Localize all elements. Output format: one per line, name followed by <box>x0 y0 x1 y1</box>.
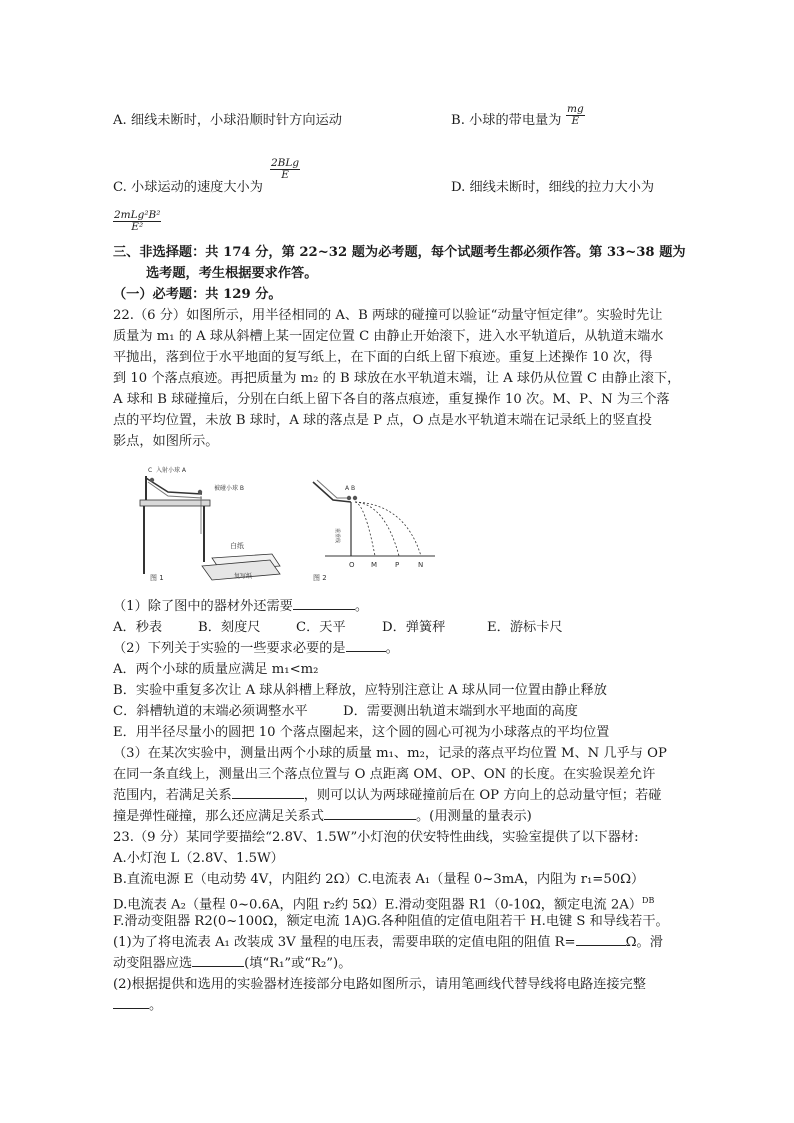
fig1-paper-white: 白纸 <box>230 542 244 550</box>
fig2-caption: 图 2 <box>313 574 327 582</box>
section-sub: （一）必考题：共 129 分。 <box>113 287 282 302</box>
ball-a <box>150 478 154 482</box>
q22-line-5: A 球和 B 球碰撞后，分别在白纸上留下各自的落点痕迹，重复操作 10 次。M、P、N 为三个落 <box>113 392 670 407</box>
section-heading: 三、非选择题：共 174 分，第 22~32 题为必考题，每个试题考生都必须作答。第 33~38 题为 <box>113 245 686 260</box>
q23-q2-end: 。 <box>149 998 163 1013</box>
option-d-numerator: 2mLg²B² <box>114 209 161 221</box>
fig2-point-m: M <box>371 561 378 569</box>
section-heading-cont: 选考题，考生根据要求作答。 <box>146 266 318 281</box>
option-a: A. 细线未断时，小球沿顺时针方向运动 <box>113 113 342 128</box>
q23-q1-text4: (填“R₁”或“R₂”)。 <box>244 956 352 971</box>
option-c: C. 小球运动的速度大小为 <box>113 180 263 195</box>
q23-q2-blank[interactable] <box>113 1008 149 1009</box>
option-c-denominator: E <box>281 169 289 181</box>
q22-sub2-e: E．用半径尽量小的圆把 10 个落点圈起来，这个圆的圆心可视为小球落点的平均位置 <box>113 725 610 740</box>
q22-sub2-text: （2）下列关于实验的一些要求必要的是 <box>113 641 346 656</box>
fig2-label-line: 重垂线 <box>334 528 340 544</box>
q22-sub1 <box>113 598 368 616</box>
fig1-label-a: 入射小球 A <box>156 467 187 474</box>
q22-sub3-line2: 在同一条直线上，测量出三个落点位置与 O 点距离 OM、OP、ON 的长度。在实验误差允许 <box>113 767 656 782</box>
q23-q1-line1 <box>113 934 663 952</box>
option-c-fraction <box>270 158 300 181</box>
option-d-denominator: E² <box>131 221 144 233</box>
q22-sub1-opt-a: A．秒表 <box>113 620 163 635</box>
q22-sub2-cd <box>113 703 578 721</box>
q22-sub2-d: D．需要测出轨道末端到水平地面的高度 <box>343 704 578 719</box>
option-d-fraction <box>113 210 161 233</box>
q23-q1-text2: Ω。滑 <box>625 935 663 950</box>
q22-sub3-blank1[interactable] <box>232 798 304 799</box>
q22-sub2-end: 。 <box>385 641 399 656</box>
q22-sub3-line1: （3）在某次实验中，测量出两个小球的质量 m₁、m₂，记录的落点平均位置 M、N 几乎与 OP <box>113 746 667 761</box>
q22-sub2-a: A．两个小球的质量应满足 m₁<m₂ <box>113 662 319 677</box>
q22-sub1-text: （1）除了图中的器材外还需要 <box>113 599 293 614</box>
q22-line-6: 点的平均位置，未放 B 球时，A 球的落点是 P 点，O 点是水平轨道末端在记录纸上的竖直投 <box>113 413 652 428</box>
q23-q1-blank-rheostat[interactable] <box>192 966 244 967</box>
q22-line-3: 平抛出，落到位于水平地面的复写纸上，在下面的白纸上留下痕迹。重复上述操作 10 次，得 <box>113 350 653 365</box>
option-b: B. 小球的带电量为 <box>451 113 562 128</box>
figure-1 <box>130 462 290 584</box>
q22-sub1-opt-e: E．游标卡尺 <box>487 620 563 635</box>
q23-q2-line2 <box>113 997 162 1015</box>
q22-sub2 <box>113 640 399 658</box>
q22-sub3-blank2[interactable] <box>324 819 416 820</box>
fig2-point-p: P <box>395 561 400 569</box>
option-b-fraction <box>566 104 585 127</box>
q22-sub1-opt-b: B．刻度尺 <box>198 620 261 635</box>
q22-sub1-opt-d: D．弹簧秤 <box>382 620 446 635</box>
fig1-paper-copy: 复写纸 <box>234 573 253 580</box>
q22-sub3-line4-a: 撞是弹性碰撞，那么还应满足关系式 <box>113 809 324 824</box>
q22-line-4: 到 10 个落点痕迹。再把质量为 m₂ 的 B 球放在水平轨道末端，让 A 球仍从位置 C 由静止滚下， <box>113 371 681 386</box>
q22-sub3-line3-a: 范围内，若满足关系 <box>113 788 232 803</box>
q22-line-1: 22.（6 分）如图所示，用半径相同的 A、B 两球的碰撞可以验证“动量守恒定律”。实验时先让 <box>113 308 663 323</box>
q23-q1-line2 <box>113 955 351 973</box>
q22-sub1-blank[interactable] <box>293 609 355 610</box>
ball-b <box>198 490 202 494</box>
q23-q1-blank-r[interactable] <box>576 945 626 946</box>
q22-sub3-line3 <box>113 787 661 805</box>
fig2-label-ab: A B <box>345 485 356 492</box>
q22-sub3-line4-b: 。(用测量的量表示) <box>416 809 532 824</box>
q23-q1-text3: 动变阻器应选 <box>113 956 193 971</box>
q23-item-fgh: F.滑动变阻器 R2(0~100Ω，额定电流 1A)G.各种阻值的定值电阻若干 H.电键 S 和导线若干。 <box>113 914 669 929</box>
fig1-caption: 图 1 <box>150 574 164 582</box>
q22-sub1-end: 。 <box>354 599 369 614</box>
option-c-numerator: 2BLg <box>271 157 300 169</box>
fig2-point-o: O <box>349 561 355 569</box>
q23-item-de <box>113 892 654 914</box>
fig2-point-n: N <box>418 561 424 569</box>
q22-sub2-c: C．斜槽轨道的末端必须调整水平 <box>113 704 308 719</box>
q23-db-mark: DB <box>642 896 655 905</box>
q22-sub3-line4 <box>113 808 532 826</box>
q22-sub1-options <box>113 619 563 637</box>
q23-q1-text: (1)为了将电流表 A₁ 改装成 3V 量程的电压表，需要串联的定值电阻的阻值 R= <box>113 935 576 950</box>
q22-sub2-blank[interactable] <box>346 651 386 652</box>
q23-line-1: 23.（9 分）某同学要描绘“2.8V、1.5W”小灯泡的伏安特性曲线，实验室提供了以下器材: <box>113 830 639 845</box>
option-d: D. 细线未断时，细线的拉力大小为 <box>451 180 655 195</box>
figure-2 <box>305 476 443 584</box>
q22-sub2-b: B．实验中重复多次让 A 球从斜槽上释放，应特别注意让 A 球从同一位置由静止释放 <box>113 683 607 698</box>
fig1-label-b: 被碰小球 B <box>214 485 245 492</box>
q23-item-bc: B.直流电源 E（电动势 4V，内阻约 2Ω）C.电流表 A₁（量程 0~3mA，内阻为 r₁=50Ω） <box>113 872 645 887</box>
q23-item-de-text: D.电流表 A₂（量程 0~0.6A，内阻 r₂约 5Ω）E.滑动变阻器 R1（0-10Ω，额定电流 2A） <box>113 897 643 913</box>
q22-line-2: 质量为 m₁ 的 A 球从斜槽上某一固定位置 C 由静止开始滚下，进入水平轨道后，从轨道末端水 <box>113 329 664 344</box>
q23-q2-line1: (2)根据提供和选用的实验器材连接部分电路如图所示，请用笔画线代替导线将电路连接完整 <box>113 977 646 992</box>
q22-sub3-line3-b: ，则可以认为两球碰撞前后在 OP 方向上的总动量守恒；若碰 <box>303 788 662 803</box>
q22-sub1-opt-c: C．天平 <box>296 620 346 635</box>
option-b-numerator: mg <box>567 103 584 115</box>
fig1-label-c: C <box>148 467 153 474</box>
q23-item-a: A.小灯泡 L（2.8V、1.5W） <box>113 851 284 866</box>
q22-line-7: 影点，如图所示。 <box>113 434 219 449</box>
option-b-denominator: E <box>571 115 580 127</box>
